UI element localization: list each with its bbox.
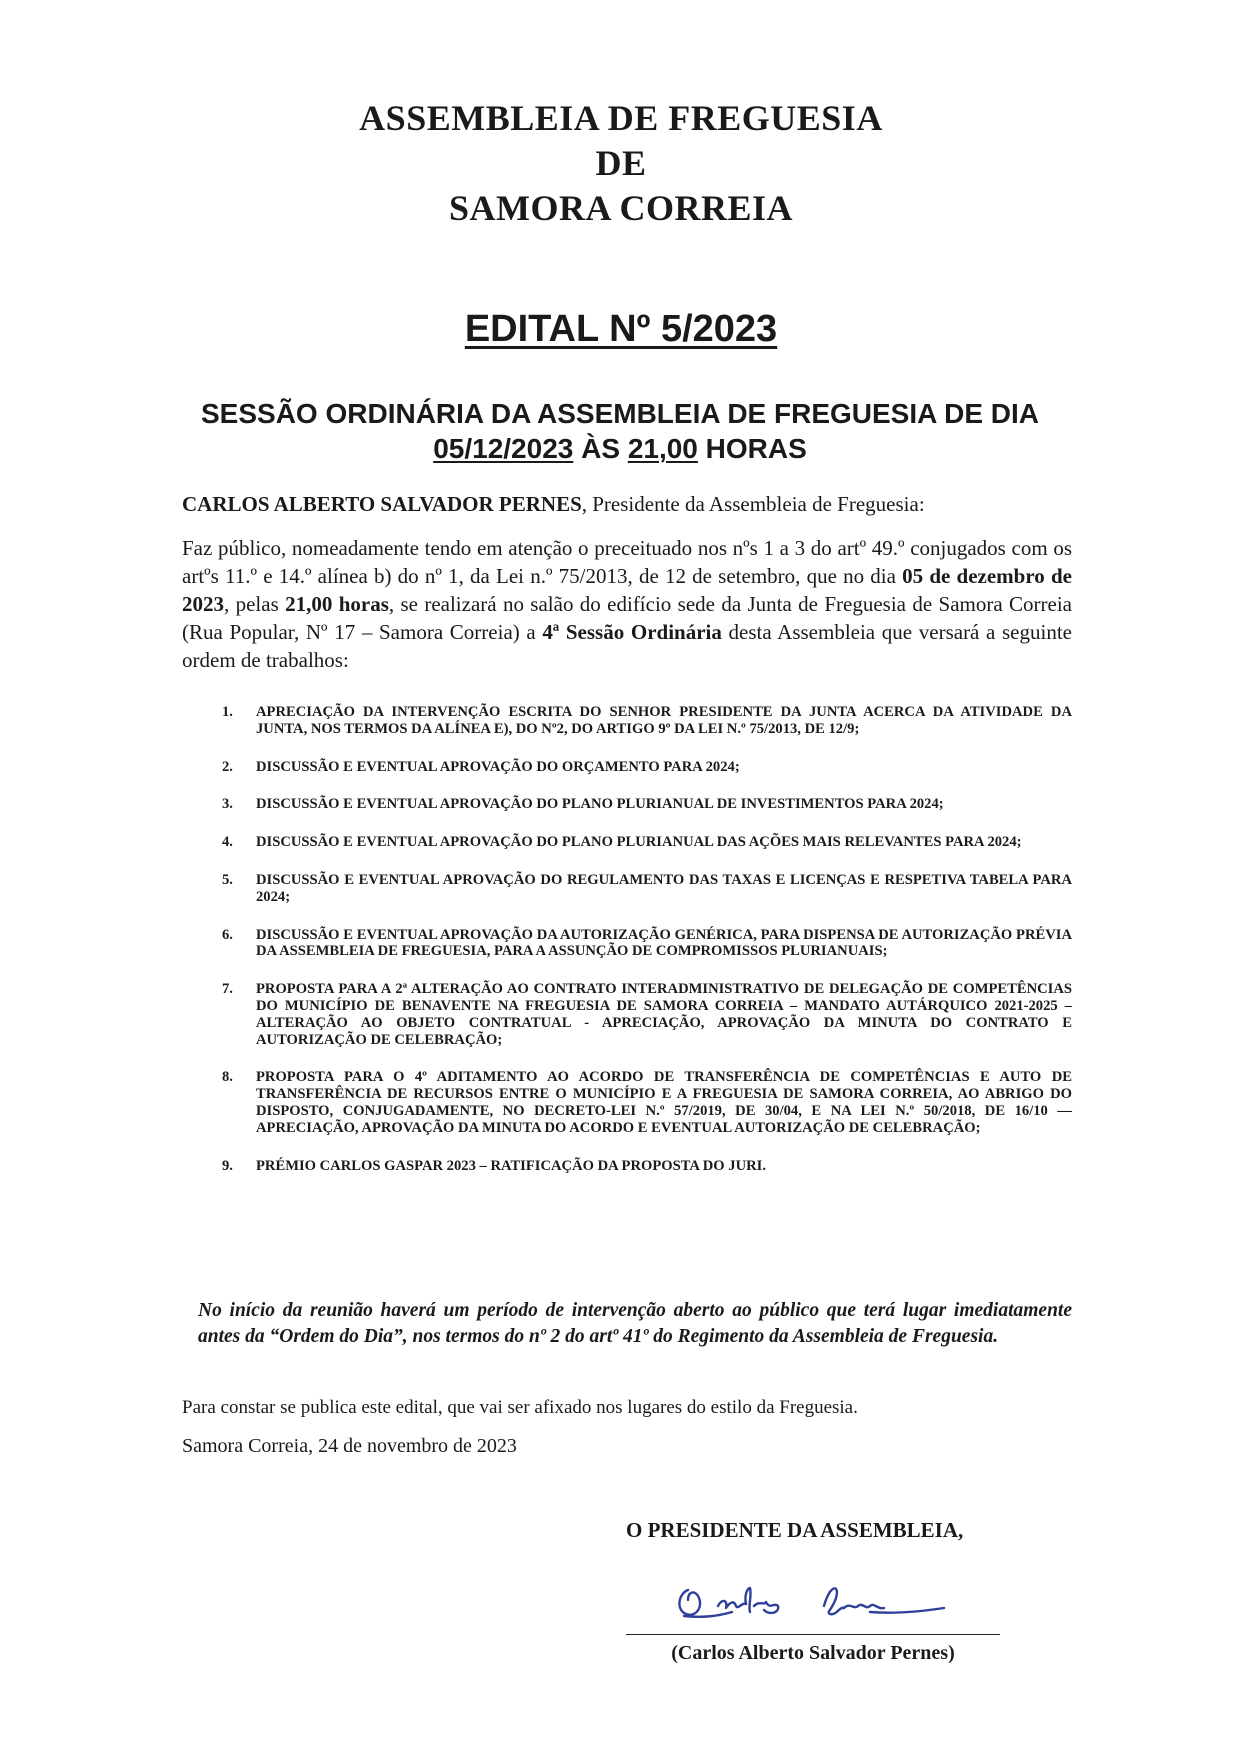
session-line-1: SESSÃO ORDINÁRIA DA ASSEMBLEIA DE FREGUESIA DE DIA <box>200 398 1039 429</box>
agenda-item-text: APRECIAÇÃO DA INTERVENÇÃO ESCRITA DO SENHOR PRESIDENTE DA JUNTA ACERCA DA ATIVIDADE DA JUNTA, NOS TERMOS DA ALÍNEA E), DO Nº2, DO ARTIGO 9º DA LEI N.º 75/2013, DE 12/9; <box>256 704 1072 737</box>
agenda-item-number: 7. <box>222 981 233 998</box>
agenda-item <box>222 872 1072 906</box>
agenda-item-text: PRÉMIO CARLOS GASPAR 2023 – RATIFICAÇÃO DA PROPOSTA DO JURI. <box>256 1157 766 1174</box>
body-text-1: Faz público, nomeadamente tendo em atenção o preceituado nos nºs 1 a 3 do artº 49.º conjugados com os artºs 11.º e 14.º alínea b) do nº 1, da Lei n.º 75/2013, de 12 de setembro, que no dia <box>182 536 1072 588</box>
body-session: 4ª Sessão Ordinária <box>542 620 722 644</box>
agenda-item <box>222 759 1072 776</box>
body-text-4: desta Assembleia que versará a seguinte ordem de trabalhos: <box>182 620 1072 672</box>
header-line-2: DE <box>595 143 647 183</box>
president-name: CARLOS ALBERTO SALVADOR PERNES <box>182 492 582 516</box>
agenda-item-text: DISCUSSÃO E EVENTUAL APROVAÇÃO DA AUTORIZAÇÃO GENÉRICA, PARA DISPENSA DE AUTORIZAÇÃO PRÉVIA DA ASSEMBLEIA DE FREGUESIA, PARA A ASSUNÇÃO DE COMPROMISSOS PLURIANUAIS; <box>256 926 1072 960</box>
body-text-2: , pelas <box>224 592 286 616</box>
handwritten-signature <box>674 1576 954 1628</box>
agenda-item-number: 4. <box>222 834 233 851</box>
session-date: 05/12/2023 <box>433 433 574 464</box>
agenda-item-number: 1. <box>222 704 233 720</box>
session-heading <box>120 396 1120 466</box>
agenda-item-text: DISCUSSÃO E EVENTUAL APROVAÇÃO DO PLANO PLURIANUAL DE INVESTIMENTOS PARA 2024; <box>256 796 944 813</box>
session-hours: HORAS <box>705 433 807 464</box>
public-intervention-note: No início da reunião haverá um período de intervenção aberto ao público que terá lugar imediatamente antes da “Ordem do Dia”, nos termos do nº 2 do artº 41º do Regimento da Assembleia de Freguesia. <box>198 1300 1072 1347</box>
body-date: 05 de dezembro de 2023 <box>182 564 1072 616</box>
agenda-item-number: 3. <box>222 796 233 813</box>
body-time: 21,00 horas <box>285 592 389 616</box>
intro-line <box>182 492 1072 517</box>
edital-title <box>0 308 1242 351</box>
agenda-item <box>222 704 1072 738</box>
signatory-name: (Carlos Alberto Salvador Pernes) <box>671 1642 955 1664</box>
agenda-item-number: 5. <box>222 871 233 888</box>
agenda-item-text: PROPOSTA PARA A 2ª ALTERAÇÃO AO CONTRATO INTERADMINISTRATIVO DE DELEGAÇÃO DE COMPETÊNCIAS DO MUNICÍPIO DE BENAVENTE NA FREGUESIA DE SAMORA CORREIA – MANDATO AUTÁRQUICO 2021-2025 – ALTERAÇÃO AO OBJETO CONTRATUAL - APRECIAÇÃO, APROVAÇÃO DA MINUTA DO CONTRATO E AUTORIZAÇÃO DE CELEBRAÇÃO; <box>256 981 1072 1048</box>
session-time: 21,00 <box>627 433 698 464</box>
signature-title: O PRESIDENTE DA ASSEMBLEIA, <box>626 1518 964 1542</box>
agenda-item-number: 9. <box>222 1157 233 1174</box>
agenda-item-number: 2. <box>222 758 233 775</box>
agenda-item <box>222 1069 1072 1136</box>
agenda-item-text: DISCUSSÃO E EVENTUAL APROVAÇÃO DO PLANO PLURIANUAL DAS AÇÕES MAIS RELEVANTES PARA 2024; <box>256 834 1022 851</box>
document-header <box>0 96 1242 231</box>
body-text-3: , se realizará no salão do edifício sede da Junta de Freguesia de Samora Correia (Rua Popular, Nº 17 – Samora Correia) a <box>182 592 1072 644</box>
header-line-1: ASSEMBLEIA DE FREGUESIA <box>359 98 883 138</box>
header-line-3: SAMORA CORREIA <box>448 188 794 228</box>
body-paragraph <box>182 534 1072 674</box>
agenda-item <box>222 1158 1072 1175</box>
edital-title-text: EDITAL Nº 5/2023 <box>464 308 778 350</box>
session-at: ÀS <box>581 433 621 464</box>
place-and-date: Samora Correia, 24 de novembro de 2023 <box>182 1435 517 1457</box>
agenda-item <box>222 796 1072 813</box>
closing-statement: Para constar se publica este edital, que vai ser afixado nos lugares do estilo da Freguesia. <box>182 1397 858 1418</box>
agenda-list <box>222 704 1072 1174</box>
agenda-item-text: DISCUSSÃO E EVENTUAL APROVAÇÃO DO REGULAMENTO DAS TAXAS E LICENÇAS E RESPETIVA TABELA PARA 2024; <box>256 871 1072 905</box>
signature-line <box>626 1634 1000 1635</box>
agenda-item <box>222 834 1072 851</box>
president-role: , Presidente da Assembleia de Freguesia: <box>581 492 925 516</box>
agenda-item-number: 6. <box>222 926 233 943</box>
agenda-item <box>222 927 1072 961</box>
agenda-item-text: DISCUSSÃO E EVENTUAL APROVAÇÃO DO ORÇAMENTO PARA 2024; <box>256 758 740 775</box>
agenda-item-text: PROPOSTA PARA O 4º ADITAMENTO AO ACORDO DE TRANSFERÊNCIA DE COMPETÊNCIAS E AUTO DE TRANSFERÊNCIA DE RECURSOS ENTRE O MUNICÍPIO E A FREGUESIA DE SAMORA CORREIA, AO ABRIGO DO DISPOSTO, CONJUGADAMENTE, NO DECRETO-LEI N.º 57/2019, DE 30/04, E NA LEI N.º 50/2018, DE 16/10 — APRECIAÇÃO, APROVAÇÃO DA MINUTA DO ACORDO E EVENTUAL AUTORIZAÇÃO DE CELEBRAÇÃO; <box>256 1069 1072 1136</box>
agenda-item <box>222 981 1072 1048</box>
session-line-2 <box>120 431 1120 466</box>
agenda-item-number: 8. <box>222 1069 233 1086</box>
